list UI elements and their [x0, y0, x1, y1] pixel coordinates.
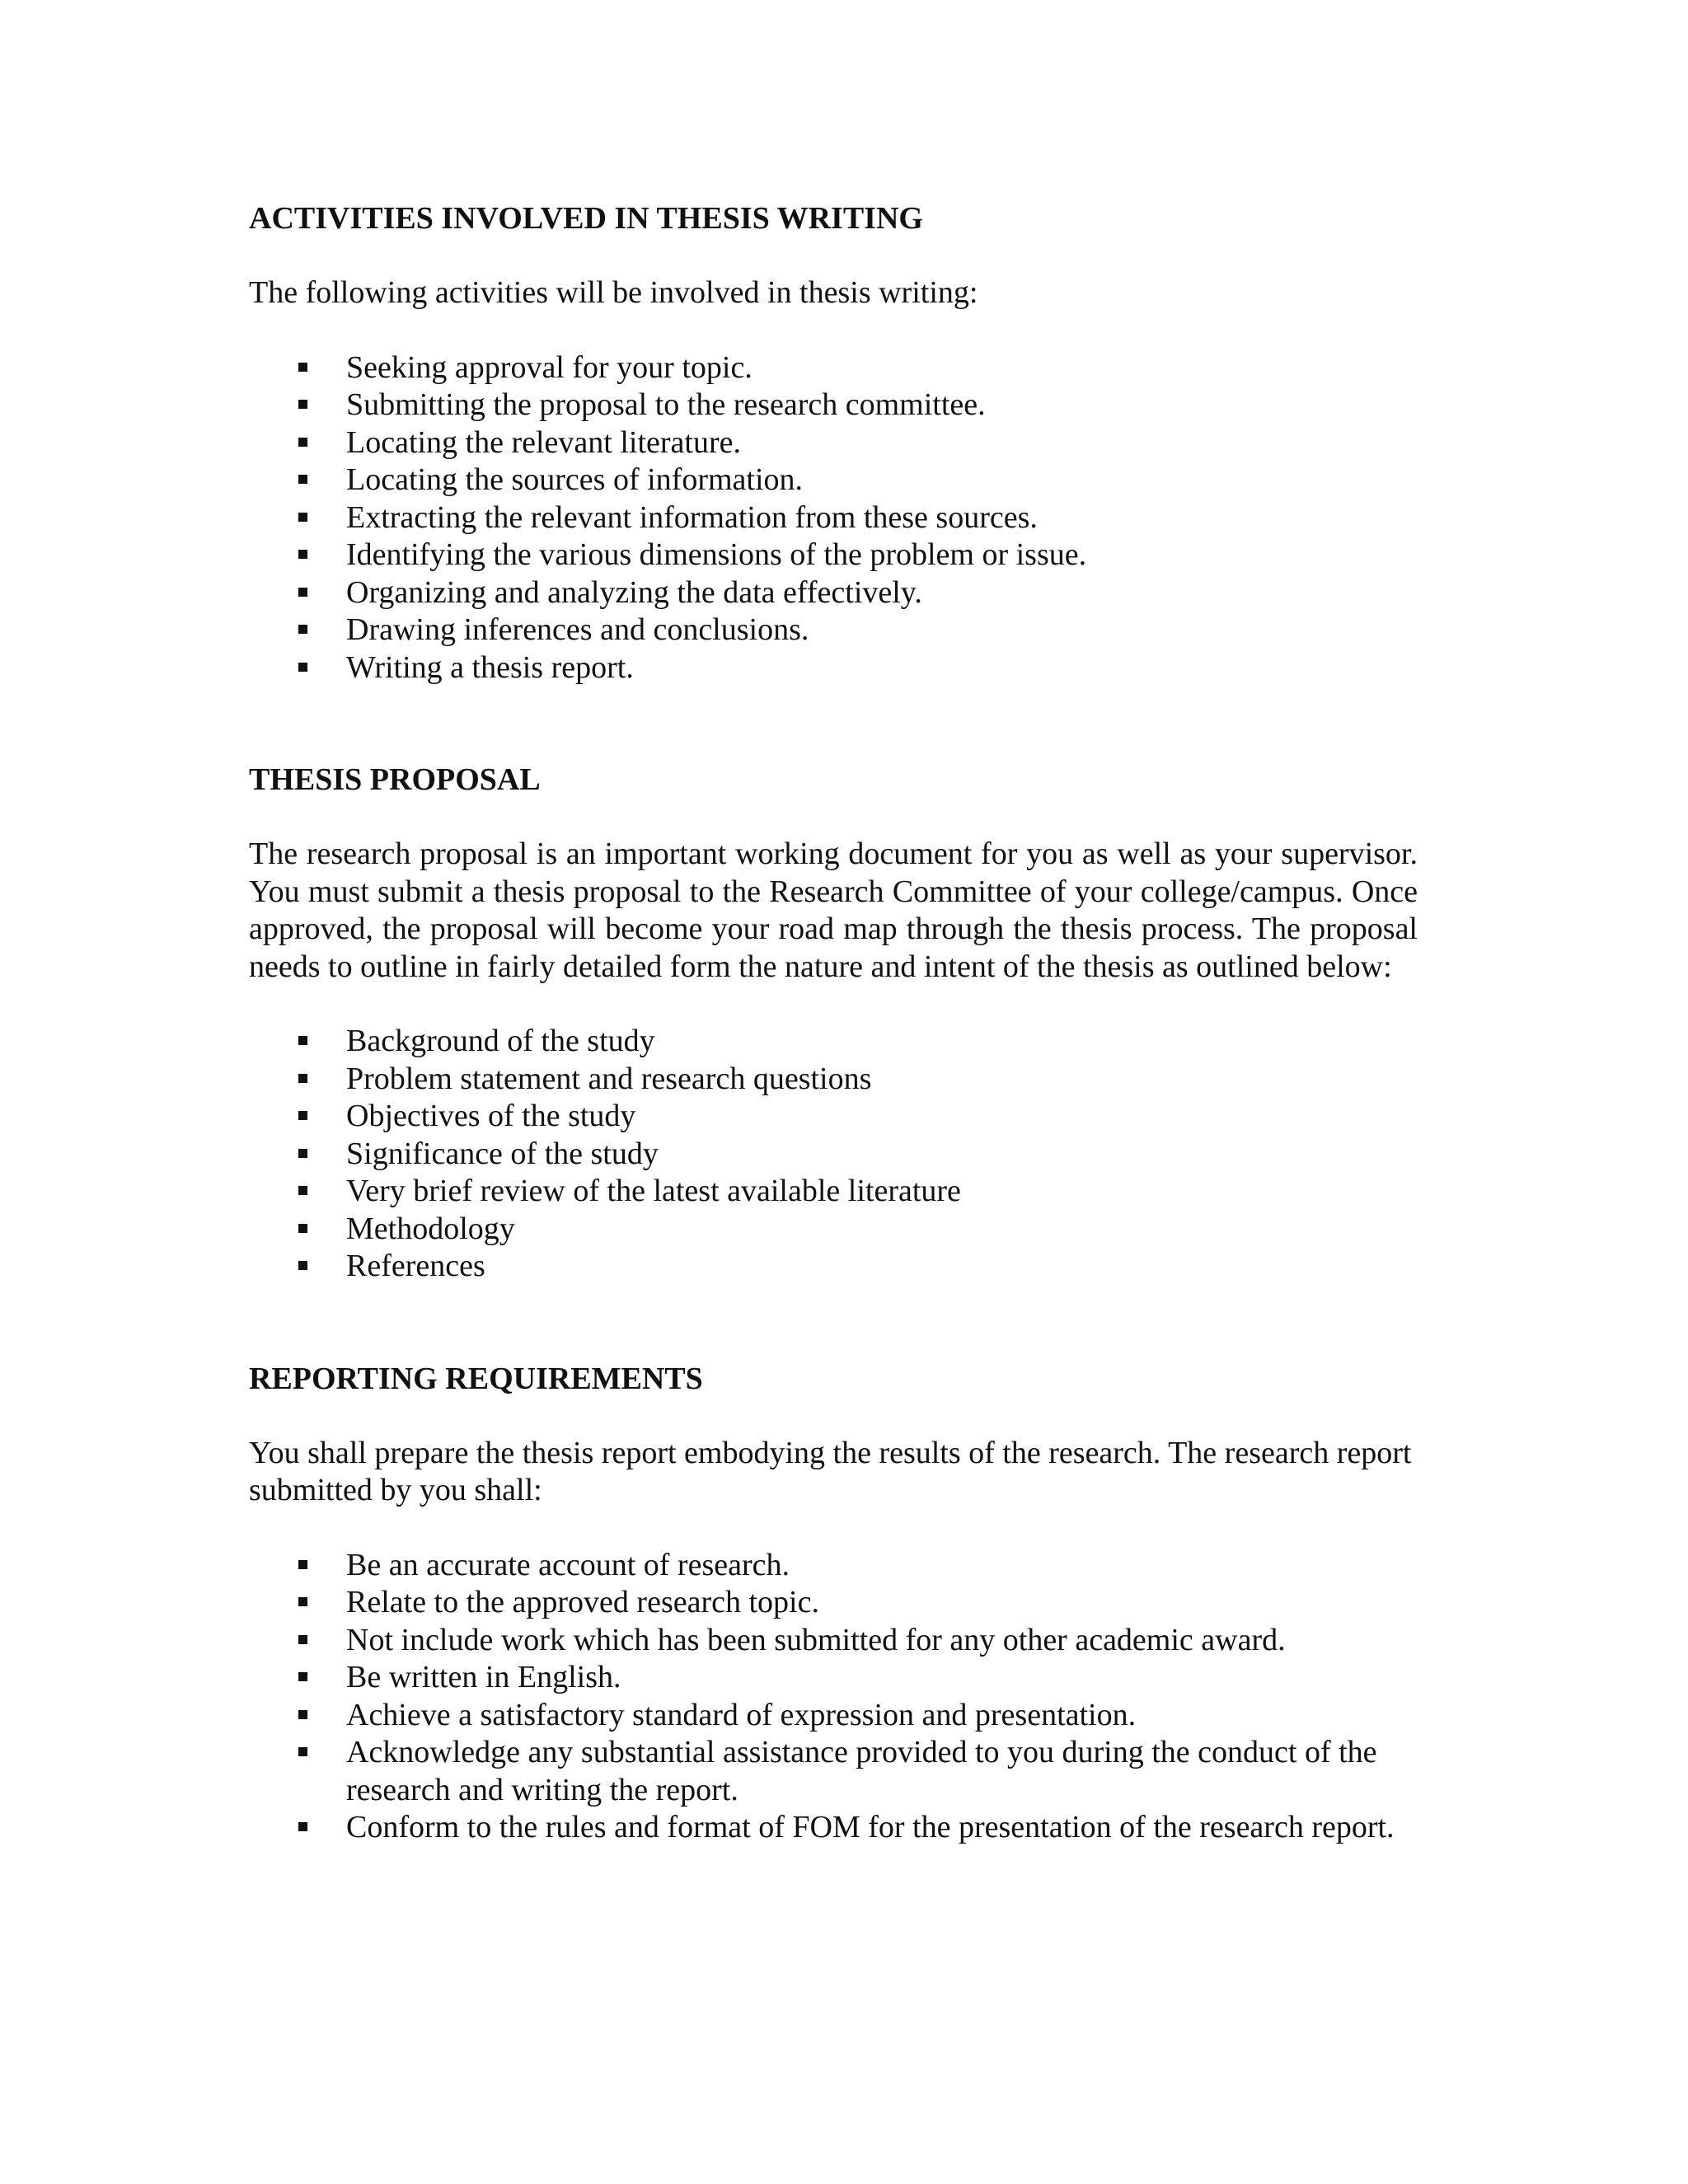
- square-bullet-icon: [298, 1597, 307, 1606]
- square-bullet-icon: [298, 1635, 307, 1644]
- section-intro-activities: The following activities will be involved in thesis writing:: [249, 275, 978, 310]
- square-bullet-icon: [298, 588, 307, 597]
- list-item: Problem statement and research questions: [249, 1061, 1418, 1099]
- list-item: Submitting the proposal to the research committee.: [249, 387, 1418, 424]
- proposal-outline-list: [249, 1023, 1418, 1286]
- list-item: Conform to the rules and format of FOM for the presentation of the research report.: [249, 1809, 1418, 1847]
- list-item: Significance of the study: [249, 1136, 1418, 1174]
- document-page: [249, 199, 1418, 1847]
- list-item: Methodology: [249, 1211, 1418, 1249]
- square-bullet-icon: [298, 1261, 307, 1270]
- square-bullet-icon: [298, 438, 307, 447]
- section-heading-reporting-requirements: REPORTING REQUIREMENTS: [249, 1361, 703, 1396]
- square-bullet-icon: [298, 1822, 307, 1831]
- square-bullet-icon: [298, 1111, 307, 1120]
- section-intro-reporting-requirements: You shall prepare the thesis report embodying the results of the research. The research report submitted by you shall:: [249, 1435, 1412, 1507]
- list-item: Drawing inferences and conclusions.: [249, 612, 1418, 649]
- list-item: Relate to the approved research topic.: [249, 1584, 1418, 1622]
- list-item: Achieve a satisfactory standard of expression and presentation.: [249, 1697, 1418, 1735]
- list-item: Objectives of the study: [249, 1098, 1418, 1136]
- list-item: Very brief review of the latest available literature: [249, 1173, 1418, 1211]
- list-item: Seeking approval for your topic.: [249, 349, 1418, 387]
- section-heading-thesis-proposal: THESIS PROPOSAL: [249, 762, 541, 797]
- square-bullet-icon: [298, 1036, 307, 1045]
- list-item: Not include work which has been submitted for any other academic award.: [249, 1622, 1418, 1660]
- square-bullet-icon: [298, 1149, 307, 1158]
- list-item: Acknowledge any substantial assistance provided to you during the conduct of the research and writing the report.: [249, 1734, 1418, 1809]
- list-item: Locating the relevant literature.: [249, 424, 1418, 462]
- list-item: Extracting the relevant information from these sources.: [249, 499, 1418, 537]
- list-item: Locating the sources of information.: [249, 462, 1418, 499]
- activities-list: [249, 349, 1418, 687]
- square-bullet-icon: [298, 1074, 307, 1083]
- square-bullet-icon: [298, 550, 307, 559]
- square-bullet-icon: [298, 475, 307, 484]
- list-item: Be an accurate account of research.: [249, 1547, 1418, 1585]
- list-item: Identifying the various dimensions of the problem or issue.: [249, 537, 1418, 574]
- square-bullet-icon: [298, 400, 307, 409]
- list-item: Writing a thesis report.: [249, 649, 1418, 687]
- list-item: Organizing and analyzing the data effectively.: [249, 574, 1418, 612]
- square-bullet-icon: [298, 625, 307, 634]
- list-item: Be written in English.: [249, 1659, 1418, 1697]
- square-bullet-icon: [298, 1224, 307, 1233]
- section-heading-activities: ACTIVITIES INVOLVED IN THESIS WRITING: [249, 201, 923, 236]
- square-bullet-icon: [298, 513, 307, 522]
- list-item: Background of the study: [249, 1023, 1418, 1061]
- square-bullet-icon: [298, 363, 307, 372]
- list-item: References: [249, 1248, 1418, 1286]
- square-bullet-icon: [298, 1560, 307, 1569]
- square-bullet-icon: [298, 1747, 307, 1756]
- square-bullet-icon: [298, 1186, 307, 1195]
- square-bullet-icon: [298, 663, 307, 672]
- square-bullet-icon: [298, 1672, 307, 1681]
- reporting-requirements-list: [249, 1547, 1418, 1847]
- square-bullet-icon: [298, 1710, 307, 1719]
- section-intro-thesis-proposal: The research proposal is an important working document for you as well as your supervisor. You must submit a thesis proposal to the Research Committee of your college/campus. Once approved, the proposal will become your road map through the thesis process. The proposal needs to outline in fairly detailed form the nature and intent of the thesis as outlined below:: [249, 837, 1418, 984]
